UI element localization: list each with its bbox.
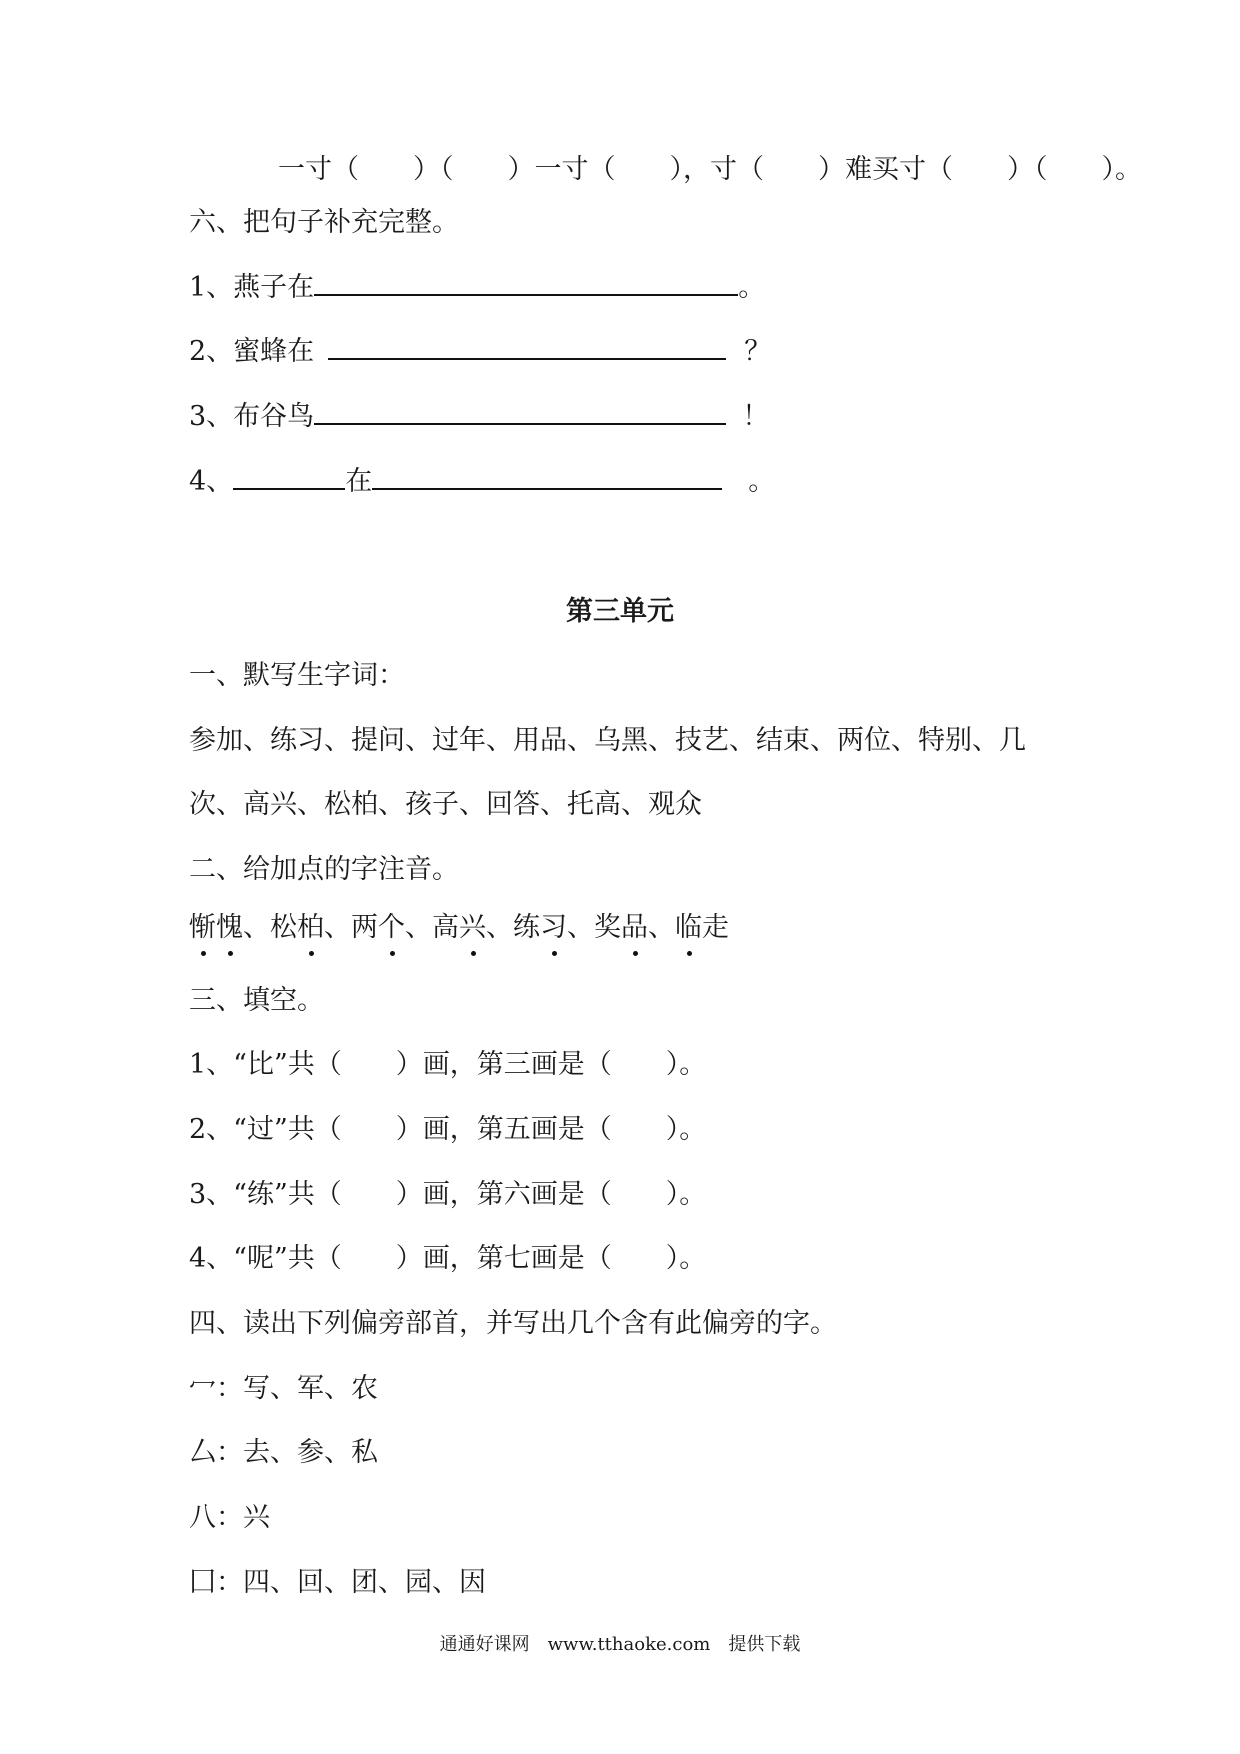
question-one-heading: 一、默写生字词：	[189, 660, 405, 691]
sentence-item-2	[189, 332, 771, 372]
sentence-suffix: ！	[742, 401, 770, 432]
answer-blank[interactable]	[233, 484, 345, 490]
sentence-suffix: 。	[748, 466, 776, 497]
dotted-char: 兴	[459, 908, 486, 948]
word-list-line-2: 次、高兴、松柏、孩子、回答、托高、观众	[189, 789, 702, 820]
plain-char: 走	[702, 912, 729, 943]
plain-char: 、	[243, 912, 270, 943]
sentence-suffix: ？	[744, 336, 772, 367]
answer-blank[interactable]	[372, 484, 722, 490]
radical-item-1: 冖：写、军、农	[189, 1373, 378, 1404]
stroke-question-2: 2、“过”共（ ）画，第五画是（ ）。	[189, 1114, 707, 1145]
sentence-prefix: 4、	[189, 466, 234, 497]
plain-char: 奖	[594, 912, 621, 943]
section-six-heading: 六、把句子补充完整。	[189, 207, 459, 238]
sentence-item-1	[189, 268, 765, 308]
footer-source: 通通好课网 www.tthaoke.com 提供下载	[439, 1634, 801, 1655]
dotted-word-list	[189, 908, 729, 948]
dotted-char: 临	[675, 908, 702, 948]
plain-char: 练	[513, 912, 540, 943]
dotted-char: 品	[621, 908, 648, 948]
proverb-fill-in: 一寸（ ）（ ）一寸（ ），寸（ ）难买寸（ ）（ ）。	[278, 154, 1142, 185]
stroke-question-3: 3、“练”共（ ）画，第六画是（ ）。	[189, 1179, 707, 1210]
unit-title: 第三单元	[566, 596, 674, 627]
sentence-prefix: 3、布谷鸟	[189, 401, 315, 432]
answer-blank[interactable]	[314, 419, 726, 425]
answer-blank[interactable]	[314, 290, 738, 296]
plain-char: 、	[567, 912, 594, 943]
dotted-char: 习	[540, 908, 567, 948]
radical-item-3: 八：兴	[189, 1502, 270, 1533]
sentence-prefix: 1、燕子在	[189, 272, 315, 303]
sentence-mid: 在	[345, 466, 373, 497]
dotted-char: 惭	[189, 908, 216, 948]
radical-item-4: 囗：四、回、团、园、因	[189, 1567, 486, 1598]
dotted-char: 柏	[297, 908, 324, 948]
plain-char: 、	[324, 912, 351, 943]
plain-char: 两	[351, 912, 378, 943]
plain-char: 、	[405, 912, 432, 943]
plain-char: 松	[270, 912, 297, 943]
sentence-suffix: 。	[738, 272, 766, 303]
word-list-line-1: 参加、练习、提问、过年、用品、乌黑、技艺、结束、两位、特别、几	[189, 725, 1026, 756]
answer-blank[interactable]	[328, 354, 726, 360]
sentence-item-4	[189, 462, 775, 502]
plain-char: 、	[648, 912, 675, 943]
dotted-char: 个	[378, 908, 405, 948]
sentence-item-3	[189, 397, 769, 437]
radical-item-2: 厶：去、参、私	[189, 1437, 378, 1468]
plain-char: 高	[432, 912, 459, 943]
sentence-prefix: 2、蜜蜂在	[189, 336, 315, 367]
stroke-question-1: 1、“比”共（ ）画，第三画是（ ）。	[189, 1049, 707, 1080]
dotted-char: 愧	[216, 908, 243, 948]
stroke-question-4: 4、“呢”共（ ）画，第七画是（ ）。	[189, 1243, 707, 1274]
plain-char: 、	[486, 912, 513, 943]
question-four-heading: 四、读出下列偏旁部首，并写出几个含有此偏旁的字。	[189, 1308, 837, 1339]
question-three-heading: 三、填空。	[189, 985, 324, 1016]
question-two-heading: 二、给加点的字注音。	[189, 854, 459, 885]
